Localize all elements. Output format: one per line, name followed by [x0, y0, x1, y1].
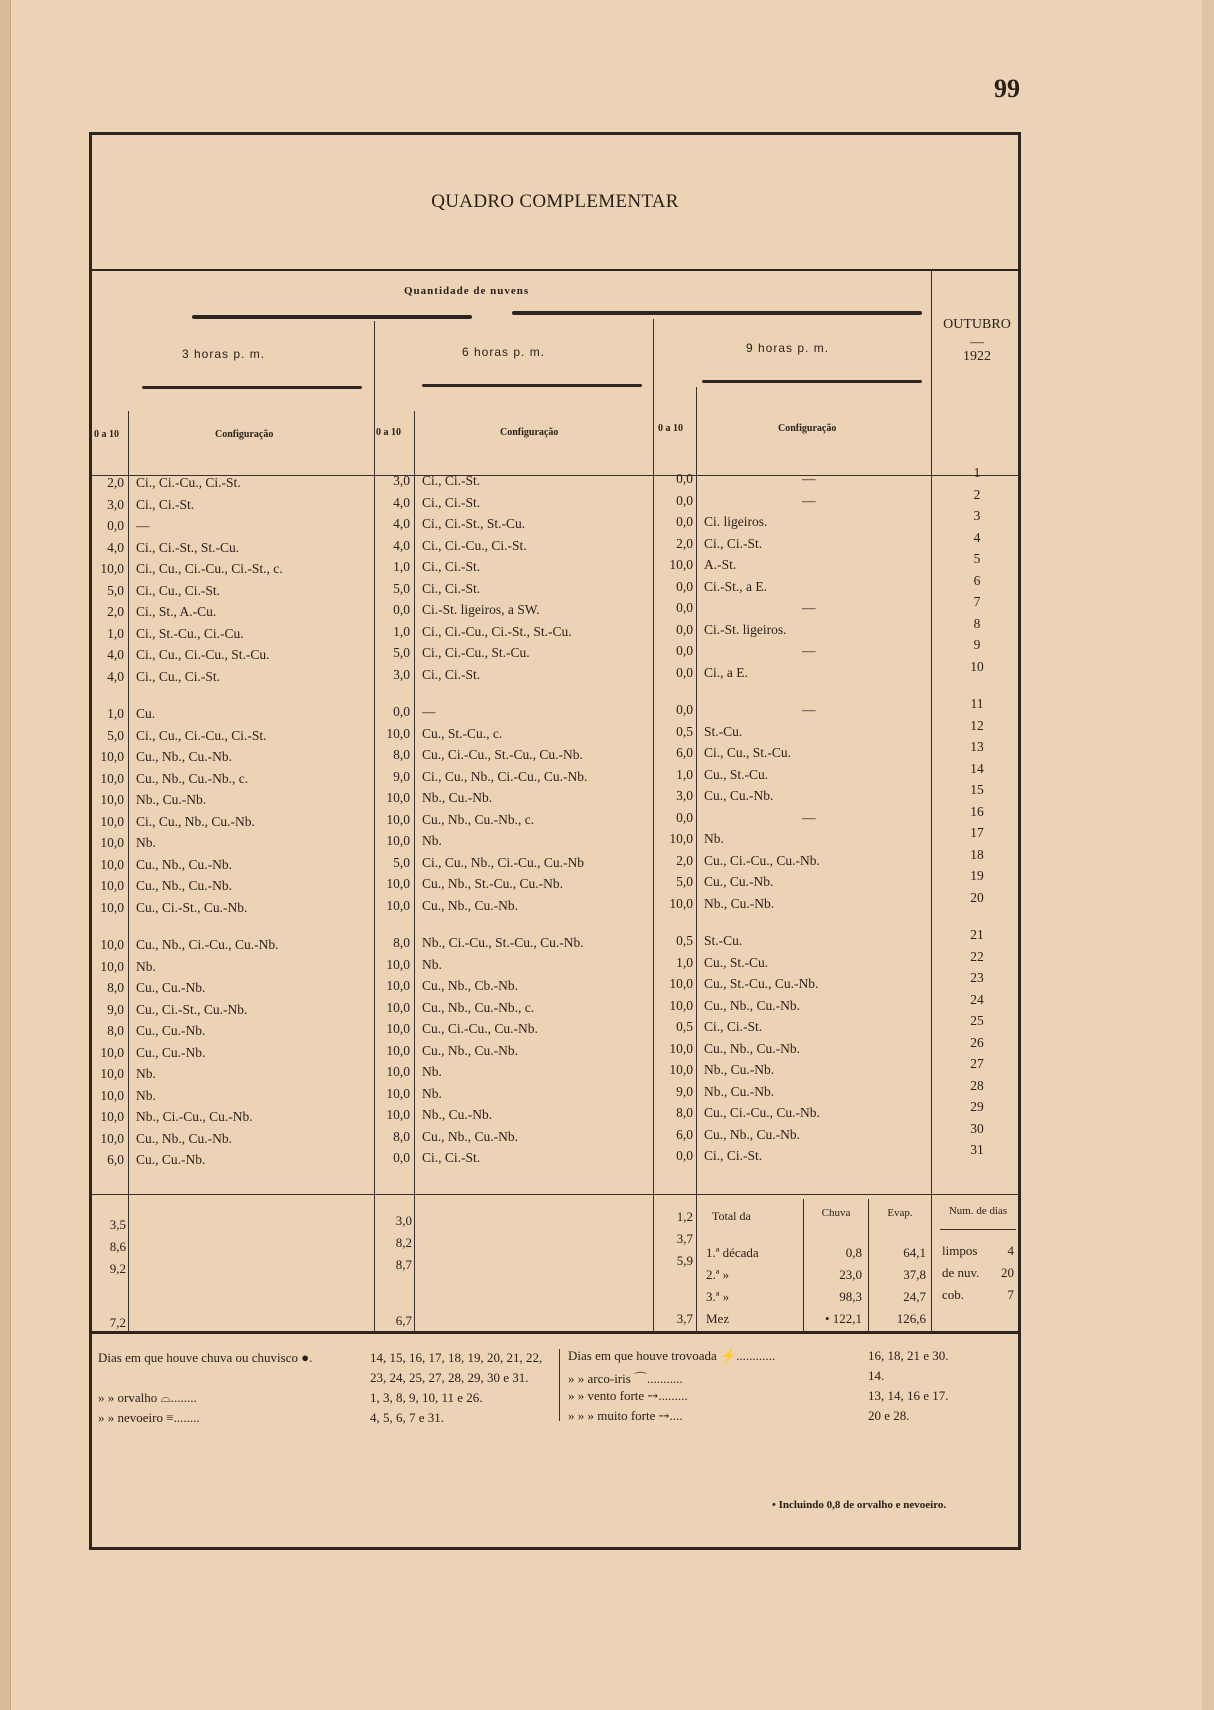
cloud-config-3pm: Ci., Cu., Ci.-Cu., St.-Cu.	[136, 647, 270, 662]
cloud-config-9pm: Nb., Cu.-Nb.	[704, 1062, 775, 1077]
day-number: 1	[973, 465, 981, 480]
cloud-config-6pm: Cu., St.-Cu., c.	[422, 726, 503, 741]
cloud-amount-9pm: 0,0	[676, 810, 693, 825]
cloud-config-9pm: Ci. ligeiros.	[704, 514, 768, 529]
cloud-config-9pm: Ci., Ci.-St.	[704, 1019, 763, 1034]
cloud-amount-6pm: 10,0	[386, 898, 410, 913]
days-count-label: de nuv.	[942, 1265, 980, 1280]
day-number: 13	[970, 739, 984, 754]
cloud-config-9pm: Ci., a E.	[704, 665, 748, 680]
page-number: 99	[994, 74, 1020, 103]
cloud-amount-6pm: 10,0	[386, 812, 410, 827]
scale-header: 0 a 10	[376, 427, 401, 438]
note-value: 4, 5, 6, 7 e 31.	[370, 1410, 445, 1425]
note-label: Dias em que houve chuva ou chuvisco ●.	[98, 1350, 313, 1365]
config-header: Configuração	[500, 427, 559, 438]
page-edge	[1202, 0, 1214, 1710]
col-divider	[414, 411, 415, 1331]
note-label: » » » muito forte ⤍....	[568, 1408, 683, 1423]
cloud-amount-3pm: 10,0	[100, 771, 124, 786]
note-label: » » arco-iris ⌒...........	[568, 1371, 683, 1386]
day-number: 6	[973, 573, 981, 588]
cloud-amount-9pm: 10,0	[669, 831, 693, 846]
cloud-amount-9pm: 10,0	[669, 1062, 693, 1077]
cloud-amount-6pm: 4,0	[393, 495, 410, 510]
cloud-amount-6pm: 10,0	[386, 1086, 410, 1101]
summary-rule	[92, 1194, 1018, 1195]
cloud-amount-3pm: 4,0	[107, 647, 124, 662]
cloud-amount-6pm: 8,0	[393, 1129, 410, 1144]
cloud-amount-9pm: 0,0	[676, 600, 693, 615]
note-label: » » orvalho ⌓........	[98, 1390, 197, 1405]
cloud-config-9pm: Cu., Cu.-Nb.	[704, 874, 774, 889]
cloud-amount-9pm: 0,0	[676, 1148, 693, 1163]
cloud-config-9pm: Cu., Nb., Cu.-Nb.	[704, 1041, 801, 1056]
cloud-amount-9pm: 10,0	[669, 976, 693, 991]
cloud-config-3pm: Ci., St.-Cu., Ci.-Cu.	[136, 626, 244, 641]
cloud-config-9pm: Cu., Ci.-Cu., Cu.-Nb.	[704, 1105, 820, 1120]
cloud-amount-6pm: 10,0	[386, 978, 410, 993]
cloud-config-3pm: Nb., Ci.-Cu., Cu.-Nb.	[136, 1109, 253, 1124]
days-count-label: limpos	[942, 1243, 978, 1258]
cloud-config-9pm: St.-Cu.	[704, 933, 743, 948]
chuva-header: Chuva	[821, 1207, 851, 1219]
cloud-amount-6pm: 3,0	[393, 667, 410, 682]
cloud-amount-3pm: 8,0	[107, 980, 124, 995]
cloud-config-6pm: Ci., Cu., Nb., Ci.-Cu., Cu.-Nb	[422, 855, 585, 870]
evap-value: 24,7	[903, 1289, 926, 1304]
day-number: 29	[970, 1099, 984, 1114]
day-number: 3	[973, 508, 981, 523]
day-number: 23	[970, 970, 984, 985]
totals-period-label: 3.ª »	[706, 1289, 730, 1304]
day-number: 14	[970, 761, 984, 776]
col-divider	[696, 387, 697, 1331]
cloud-amount-9pm: 10,0	[669, 896, 693, 911]
cloud-amount-6pm: 10,0	[386, 1043, 410, 1058]
cloud-config-6pm: Ci., Ci.-St.	[422, 1150, 481, 1165]
cloud-config-3pm: Cu., Nb., Cu.-Nb.	[136, 1131, 233, 1146]
cloud-amount-3pm: 10,0	[100, 749, 124, 764]
cloud-config-3pm: Cu., Nb., Cu.-Nb.	[136, 878, 233, 893]
cloud-config-3pm: Cu., Nb., Cu.-Nb.	[136, 749, 233, 764]
cloud-amount-3pm: 10,0	[100, 814, 124, 829]
day-number: 28	[970, 1078, 984, 1093]
days-count-value: 7	[1007, 1287, 1014, 1302]
scale-header: 0 a 10	[94, 429, 119, 440]
cloud-config-6pm: Ci., Ci.-St.	[422, 495, 481, 510]
footnote: • Incluindo 0,8 de orvalho e nevoeiro.	[772, 1499, 947, 1511]
day-number: 16	[970, 804, 984, 819]
cloud-config-6pm: Ci., Ci.-St.	[422, 473, 481, 488]
cloud-config-3pm: Nb.	[136, 1088, 156, 1103]
cloud-config-3pm: Nb.	[136, 835, 156, 850]
mean-3pm-1: 3,5	[109, 1217, 126, 1232]
table-frame	[89, 132, 1021, 1550]
day-number: 5	[973, 551, 981, 566]
month-label: OUTUBRO	[943, 317, 1011, 332]
day-number: 12	[970, 718, 984, 733]
cloud-amount-9pm: 6,0	[676, 1127, 693, 1142]
cloud-config-6pm: Nb.	[422, 1086, 442, 1101]
note-value: 23, 24, 25, 27, 28, 29, 30 e 31.	[370, 1370, 529, 1385]
cloud-config-6pm: Cu., Nb., Cu.-Nb.	[422, 898, 519, 913]
cloud-config-9pm: Nb.	[704, 831, 724, 846]
cloud-amount-6pm: 10,0	[386, 876, 410, 891]
evap-header: Evap.	[887, 1207, 913, 1219]
cloud-amount-6pm: 10,0	[386, 833, 410, 848]
cloud-amount-6pm: 5,0	[393, 645, 410, 660]
cloud-amount-3pm: 10,0	[100, 900, 124, 915]
days-count-value: 4	[1007, 1243, 1014, 1258]
month-col-divider	[931, 269, 932, 1331]
day-number: 7	[973, 594, 981, 609]
day-number: 10	[970, 659, 984, 674]
period-brace	[702, 380, 922, 383]
cloud-amount-3pm: 10,0	[100, 1066, 124, 1081]
totals-period-label: Mez	[706, 1311, 730, 1326]
day-number: 24	[970, 992, 984, 1007]
note-label: » » nevoeiro ≡........	[98, 1410, 200, 1425]
group-title: Quantidade de nuvens	[404, 285, 530, 297]
day-number: 20	[970, 890, 984, 905]
cloud-config-9pm: —	[802, 471, 816, 486]
day-number: 30	[970, 1121, 984, 1136]
cloud-amount-3pm: 9,0	[107, 1002, 124, 1017]
cloud-config-6pm: Nb.	[422, 1064, 442, 1079]
cloud-amount-9pm: 10,0	[669, 1041, 693, 1056]
cloud-amount-9pm: 8,0	[676, 1105, 693, 1120]
notes-rule	[92, 1331, 1018, 1334]
cloud-config-6pm: Ci., Ci.-Cu., Ci.-St., St.-Cu.	[422, 624, 572, 639]
cloud-config-6pm: Ci., Cu., Nb., Ci.-Cu., Cu.-Nb.	[422, 769, 588, 784]
evap-value: 126,6	[896, 1311, 926, 1326]
chuva-value: 98,3	[839, 1289, 862, 1304]
cloud-config-6pm: Nb.	[422, 957, 442, 972]
day-number: 4	[973, 530, 981, 545]
cloud-config-3pm: Nb.	[136, 959, 156, 974]
cloud-amount-6pm: 10,0	[386, 1107, 410, 1122]
cloud-config-3pm: Ci., Cu., Ci.-St.	[136, 583, 221, 598]
cloud-config-3pm: Ci., Ci.-St.	[136, 497, 195, 512]
cloud-config-6pm: Cu., Nb., St.-Cu., Cu.-Nb.	[422, 876, 564, 891]
year-label: 1922	[963, 349, 991, 364]
cloud-amount-3pm: 10,0	[100, 792, 124, 807]
cloud-config-6pm: Cu., Ci.-Cu., St.-Cu., Cu.-Nb.	[422, 747, 583, 762]
cloud-config-6pm: Nb.	[422, 833, 442, 848]
cloud-config-3pm: Cu., Ci.-St., Cu.-Nb.	[136, 1002, 248, 1017]
cloud-config-9pm: Cu., Cu.-Nb.	[704, 788, 774, 803]
cloud-amount-3pm: 10,0	[100, 937, 124, 952]
cloud-amount-6pm: 10,0	[386, 726, 410, 741]
cloud-config-3pm: —	[136, 518, 150, 533]
cloud-amount-9pm: 0,0	[676, 471, 693, 486]
cloud-amount-3pm: 10,0	[100, 1088, 124, 1103]
cloud-amount-3pm: 10,0	[100, 561, 124, 576]
cloud-amount-9pm: 0,0	[676, 665, 693, 680]
note-label: » » vento forte ⤍.........	[568, 1388, 688, 1403]
cloud-config-3pm: Nb., Cu.-Nb.	[136, 792, 207, 807]
note-value: 16, 18, 21 e 30.	[868, 1348, 949, 1363]
cloud-config-6pm: Cu., Ci.-Cu., Cu.-Nb.	[422, 1021, 538, 1036]
cloud-config-9pm: —	[802, 600, 816, 615]
cloud-amount-9pm: 0,0	[676, 514, 693, 529]
scale-header: 0 a 10	[658, 423, 683, 434]
cloud-amount-3pm: 10,0	[100, 857, 124, 872]
cloud-amount-9pm: 0,0	[676, 643, 693, 658]
cloud-amount-3pm: 4,0	[107, 669, 124, 684]
cloud-config-3pm: Cu., Cu.-Nb.	[136, 1045, 206, 1060]
cloud-amount-9pm: 1,0	[676, 767, 693, 782]
cloud-config-6pm: Cu., Nb., Cu.-Nb., c.	[422, 812, 535, 827]
cloud-amount-9pm: 6,0	[676, 745, 693, 760]
cloud-amount-9pm: 0,0	[676, 702, 693, 717]
cloud-amount-6pm: 1,0	[393, 624, 410, 639]
cloud-config-3pm: Ci., Cu., Ci.-St.	[136, 669, 221, 684]
day-number: 18	[970, 847, 984, 862]
cloud-config-6pm: Ci., Ci.-St., St.-Cu.	[422, 516, 526, 531]
cloud-config-9pm: St.-Cu.	[704, 724, 743, 739]
day-number: 26	[970, 1035, 984, 1050]
cloud-amount-9pm: 0,0	[676, 579, 693, 594]
month-dash: —	[970, 335, 984, 350]
cloud-amount-3pm: 10,0	[100, 1109, 124, 1124]
cloud-amount-6pm: 8,0	[393, 747, 410, 762]
cloud-amount-3pm: 2,0	[107, 604, 124, 619]
cloud-config-9pm: Cu., St.-Cu., Cu.-Nb.	[704, 976, 819, 991]
cloud-config-6pm: Cu., Nb., Cb.-Nb.	[422, 978, 519, 993]
day-number: 27	[970, 1056, 984, 1071]
cloud-config-9pm: Nb., Cu.-Nb.	[704, 896, 775, 911]
cloud-amount-6pm: 10,0	[386, 957, 410, 972]
cloud-amount-3pm: 10,0	[100, 959, 124, 974]
cloud-amount-9pm: 5,0	[676, 874, 693, 889]
cloud-config-3pm: Cu., Ci.-St., Cu.-Nb.	[136, 900, 248, 915]
cloud-config-9pm: Ci., Ci.-St.	[704, 1148, 763, 1163]
cloud-amount-6pm: 0,0	[393, 704, 410, 719]
cloud-amount-6pm: 3,0	[393, 473, 410, 488]
period-9pm: 9 horas p. m.	[746, 341, 830, 355]
cloud-config-3pm: Cu., Cu.-Nb.	[136, 1152, 206, 1167]
cloud-amount-6pm: 4,0	[393, 538, 410, 553]
cloud-config-3pm: Ci., Cu., Ci.-Cu., Ci.-St.	[136, 728, 267, 743]
cloud-config-9pm: Ci., Cu., St.-Cu.	[704, 745, 792, 760]
page-title: QUADRO COMPLEMENTAR	[431, 191, 679, 212]
cloud-amount-6pm: 8,0	[393, 935, 410, 950]
cloud-amount-6pm: 1,0	[393, 559, 410, 574]
note-value: 14, 15, 16, 17, 18, 19, 20, 21, 22,	[370, 1350, 543, 1365]
evap-value: 37,8	[903, 1267, 926, 1282]
cloud-config-9pm: Cu., Ci.-Cu., Cu.-Nb.	[704, 853, 820, 868]
config-header: Configuração	[778, 423, 837, 434]
cloud-amount-3pm: 10,0	[100, 1045, 124, 1060]
cloud-amount-9pm: 0,0	[676, 493, 693, 508]
cloud-config-3pm: Cu., Nb., Cu.-Nb.	[136, 857, 233, 872]
note-value: 14.	[868, 1368, 885, 1383]
cloud-amount-3pm: 3,0	[107, 497, 124, 512]
cloud-amount-3pm: 1,0	[107, 626, 124, 641]
day-number: 31	[970, 1142, 984, 1157]
book-gutter	[0, 0, 11, 1710]
title-box	[92, 135, 1018, 271]
days-count-rule	[940, 1229, 1016, 1230]
period-brace	[142, 386, 362, 389]
cloud-config-6pm: Ci., Ci.-St.	[422, 667, 481, 682]
chuva-value: 0,8	[845, 1245, 862, 1260]
mean-3pm-month: 7,2	[109, 1315, 126, 1330]
cloud-config-3pm: Ci., Cu., Nb., Cu.-Nb.	[136, 814, 255, 829]
cloud-amount-3pm: 0,0	[107, 518, 124, 533]
cloud-amount-9pm: 9,0	[676, 1084, 693, 1099]
cloud-amount-6pm: 0,0	[393, 602, 410, 617]
days-count-label: cob.	[942, 1287, 965, 1302]
cloud-amount-9pm: 2,0	[676, 536, 693, 551]
note-value: 1, 3, 8, 9, 10, 11 e 26.	[370, 1390, 483, 1405]
mean-6pm-1: 3,0	[395, 1213, 412, 1228]
cloud-config-9pm: Cu., Nb., Cu.-Nb.	[704, 1127, 801, 1142]
cloud-config-6pm: Ci., Ci.-St.	[422, 581, 481, 596]
days-count-value: 20	[1001, 1265, 1014, 1280]
mean-6pm-3: 8,7	[395, 1257, 412, 1272]
mean-3pm-3: 9,2	[109, 1261, 126, 1276]
cloud-amount-9pm: 0,5	[676, 1019, 693, 1034]
cloud-amount-6pm: 9,0	[393, 769, 410, 784]
cloud-amount-9pm: 3,0	[676, 788, 693, 803]
cloud-amount-3pm: 6,0	[107, 1152, 124, 1167]
cloud-config-3pm: Cu., Nb., Ci.-Cu., Cu.-Nb.	[136, 937, 279, 952]
notes-divider	[559, 1349, 560, 1421]
cloud-amount-6pm: 10,0	[386, 790, 410, 805]
cloud-config-3pm: Nb.	[136, 1066, 156, 1081]
cloud-config-9pm: A.-St.	[704, 557, 737, 572]
cloud-config-6pm: Nb., Ci.-Cu., St.-Cu., Cu.-Nb.	[422, 935, 584, 950]
cloud-config-6pm: Nb., Cu.-Nb.	[422, 1107, 493, 1122]
cloud-amount-6pm: 5,0	[393, 855, 410, 870]
mean-9pm-1: 1,2	[676, 1209, 693, 1224]
mean-9pm-2: 3,7	[676, 1231, 693, 1246]
cloud-amount-9pm: 10,0	[669, 998, 693, 1013]
cloud-amount-3pm: 4,0	[107, 540, 124, 555]
group-brace-right	[512, 311, 922, 315]
day-number: 11	[970, 696, 984, 711]
cloud-amount-6pm: 10,0	[386, 1000, 410, 1015]
cloud-config-9pm: —	[802, 643, 816, 658]
cloud-amount-3pm: 1,0	[107, 706, 124, 721]
cloud-config-3pm: Ci., Ci.-Cu., Ci.-St.	[136, 475, 241, 490]
cloud-amount-6pm: 0,0	[393, 1150, 410, 1165]
cloud-config-6pm: Ci., Ci.-Cu., St.-Cu.	[422, 645, 530, 660]
cloud-config-6pm: Ci.-St. ligeiros, a SW.	[422, 602, 540, 617]
note-label: Dias em que houve trovoada ⚡............	[568, 1348, 776, 1363]
cloud-config-9pm: Ci., Ci.-St.	[704, 536, 763, 551]
cloud-amount-6pm: 4,0	[393, 516, 410, 531]
cloud-config-6pm: Cu., Nb., Cu.-Nb., c.	[422, 1000, 535, 1015]
day-number: 17	[970, 825, 984, 840]
cloud-config-9pm: Ci.-St., a E.	[704, 579, 767, 594]
cloud-config-6pm: Ci., Ci.-Cu., Ci.-St.	[422, 538, 527, 553]
period-3pm: 3 horas p. m.	[182, 347, 266, 361]
cloud-amount-9pm: 0,5	[676, 724, 693, 739]
cloud-amount-9pm: 1,0	[676, 955, 693, 970]
group-brace-left	[192, 315, 472, 319]
cloud-config-6pm: Cu., Nb., Cu.-Nb.	[422, 1129, 519, 1144]
cloud-amount-3pm: 8,0	[107, 1023, 124, 1038]
cloud-amount-3pm: 10,0	[100, 878, 124, 893]
cloud-amount-6pm: 10,0	[386, 1021, 410, 1036]
day-number: 19	[970, 868, 984, 883]
cloud-config-3pm: Ci., St., A.-Cu.	[136, 604, 217, 619]
mean-6pm-2: 8,2	[395, 1235, 412, 1250]
cloud-amount-6pm: 5,0	[393, 581, 410, 596]
cloud-config-9pm: —	[802, 810, 816, 825]
cloud-config-9pm: —	[802, 493, 816, 508]
cloud-config-9pm: Cu., St.-Cu.	[704, 767, 769, 782]
note-value: 20 e 28.	[868, 1408, 910, 1423]
mean-3pm-2: 8,6	[109, 1239, 126, 1254]
cloud-config-3pm: Ci., Ci.-St., St.-Cu.	[136, 540, 240, 555]
cloud-config-3pm: Cu., Cu.-Nb.	[136, 980, 206, 995]
cloud-config-3pm: Cu., Cu.-Nb.	[136, 1023, 206, 1038]
cloud-config-9pm: —	[802, 702, 816, 717]
totals-period-label: 1.ª década	[706, 1245, 759, 1260]
totals-period-label: 2.ª »	[706, 1267, 730, 1282]
mean-6pm-month: 6,7	[395, 1313, 412, 1328]
days-count-header: Num. de dias	[948, 1205, 1008, 1217]
cloud-amount-3pm: 5,0	[107, 583, 124, 598]
mean-9pm-month: 3,7	[676, 1311, 693, 1326]
cloud-amount-6pm: 10,0	[386, 1064, 410, 1079]
cloud-amount-9pm: 0,5	[676, 933, 693, 948]
day-number: 9	[973, 637, 981, 652]
cloud-amount-3pm: 2,0	[107, 475, 124, 490]
cloud-amount-9pm: 0,0	[676, 622, 693, 637]
mean-9pm-3: 5,9	[676, 1253, 693, 1268]
cloud-config-6pm: —	[422, 704, 436, 719]
cloud-amount-3pm: 5,0	[107, 728, 124, 743]
cloud-config-9pm: Ci.-St. ligeiros.	[704, 622, 787, 637]
cloud-config-9pm: Cu., Nb., Cu.-Nb.	[704, 998, 801, 1013]
day-number: 8	[973, 616, 981, 631]
totals-header: Total da	[712, 1209, 751, 1223]
chuva-value: • 122,1	[824, 1311, 862, 1326]
cloud-config-6pm: Cu., Nb., Cu.-Nb.	[422, 1043, 519, 1058]
day-number: 21	[970, 927, 984, 942]
cloud-config-6pm: Nb., Cu.-Nb.	[422, 790, 493, 805]
cloud-config-9pm: Cu., St.-Cu.	[704, 955, 769, 970]
note-value: 13, 14, 16 e 17.	[868, 1388, 949, 1403]
day-number: 25	[970, 1013, 984, 1028]
day-number: 15	[970, 782, 984, 797]
cloud-config-9pm: Nb., Cu.-Nb.	[704, 1084, 775, 1099]
cloud-amount-9pm: 2,0	[676, 853, 693, 868]
cloud-config-3pm: Cu.	[136, 706, 156, 721]
chuva-value: 23,0	[839, 1267, 862, 1282]
cloud-config-3pm: Ci., Cu., Ci.-Cu., Ci.-St., c.	[136, 561, 283, 576]
cloud-config-6pm: Ci., Ci.-St.	[422, 559, 481, 574]
period-6pm: 6 horas p. m.	[462, 345, 546, 359]
evap-value: 64,1	[903, 1245, 926, 1260]
period-brace	[422, 384, 642, 387]
col-divider	[128, 411, 129, 1331]
day-number: 2	[973, 487, 981, 502]
day-number: 22	[970, 949, 984, 964]
config-header: Configuração	[215, 429, 274, 440]
cloud-amount-3pm: 10,0	[100, 835, 124, 850]
cloud-amount-3pm: 10,0	[100, 1131, 124, 1146]
cloud-config-3pm: Cu., Nb., Cu.-Nb., c.	[136, 771, 249, 786]
cloud-amount-9pm: 10,0	[669, 557, 693, 572]
